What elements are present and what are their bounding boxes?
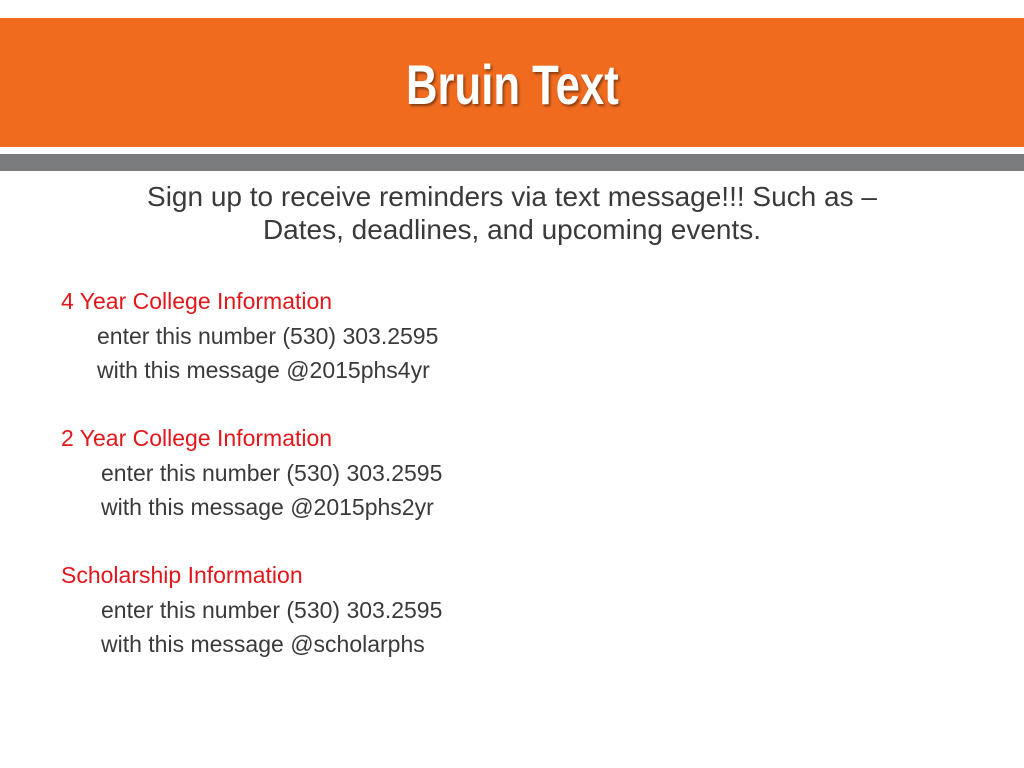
phone-number-line: enter this number (530) 303.2595 [97, 323, 439, 349]
phone-number-line: enter this number (530) 303.2595 [101, 460, 443, 486]
message-code-line: with this message @2015phs4yr [97, 357, 430, 383]
section-heading: 2 Year College Information [61, 425, 333, 451]
message-code-line: with this message @2015phs2yr [101, 494, 434, 520]
title-band [0, 18, 1024, 147]
section-4-year-college [61, 287, 438, 387]
phone-number-line: enter this number (530) 303.2595 [101, 597, 443, 623]
divider-bar [0, 154, 1024, 171]
section-2-year-college [61, 424, 442, 524]
section-heading: 4 Year College Information [61, 288, 333, 314]
intro-line-2: Dates, deadlines, and upcoming events. [262, 214, 762, 245]
intro-text [40, 180, 984, 246]
section-scholarship [61, 561, 442, 661]
message-code-line: with this message @scholarphs [101, 631, 425, 657]
intro-line-1: Sign up to receive reminders via text message!!! Such as – [147, 181, 877, 212]
section-heading: Scholarship Information [61, 562, 303, 588]
slide-title: Bruin Text [405, 53, 619, 116]
